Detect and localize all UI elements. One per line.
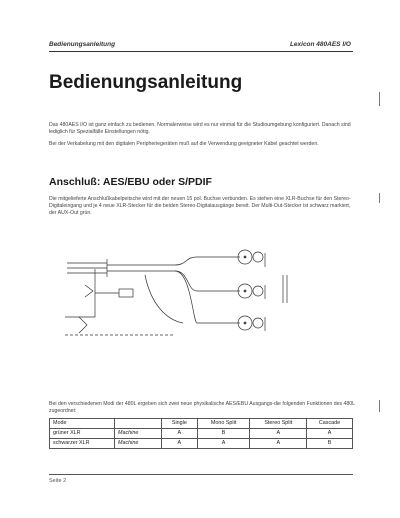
table-cell-stereo-split: A — [250, 429, 307, 439]
table-cell-machine: Machine — [115, 429, 162, 439]
table-header-row — [50, 419, 353, 429]
table-row — [50, 429, 353, 439]
connection-diagram — [55, 245, 310, 357]
table-cell-machine: Machine — [115, 439, 162, 449]
table-intro-paragraph: Bei den verschiedenen Modi der 480L ergeben sich zwei neue physikalische AES/EBU Ausgangs-die folgenden Funktionen des 480L zugeordnet: — [49, 401, 355, 415]
intro-paragraph-1: Das 480AES I/O ist ganz einfach zu bedienen. Normalerweise wird es nur einmal für die Studioumgebung konfiguriert. Danach sind lediglich für Spezialfälle Einstellungen nötig. — [49, 122, 351, 136]
header-rule — [49, 51, 353, 52]
table-cell-output: grüner XLR — [50, 429, 115, 439]
margin-mark-top — [379, 92, 380, 106]
table-header-cascade: Cascade — [307, 419, 353, 429]
page-number: Seite 2 — [49, 478, 67, 484]
mode-table — [49, 418, 353, 449]
table-header-mode: Mode — [50, 419, 115, 429]
table-cell-stereo-split: A — [250, 439, 307, 449]
page-title: Bedienungsanleitung — [49, 72, 243, 93]
header-left-title: Bedienungsanleitung — [49, 41, 116, 48]
footer-rule — [49, 474, 353, 475]
table-cell-mono-split: A — [197, 439, 250, 449]
section-paragraph: Die mitgelieferte Anschlußkabelpeitsche wird mit der neuen 15 pol. Buchse verbunden. Es stehen eine XLR-Buchse für den Stereo-Digitaleingang und je 4 neue XLR-Stecker für die beiden Stereo-Digitalausgänge bereit. Der Multi-Out-Stecker ist schwarz markiert, der AUX-Out grün. — [49, 196, 351, 217]
table-cell-cascade: B — [307, 439, 353, 449]
table-cell-mono-split: B — [197, 429, 250, 439]
table-cell-single: A — [162, 439, 198, 449]
header-right-product: Lexicon 480AES I/O — [289, 41, 351, 48]
margin-mark-middle — [379, 193, 380, 203]
table-row — [50, 439, 353, 449]
table-header-mono-split: Mono Split — [197, 419, 250, 429]
section-heading: Anschluß: AES/EBU oder S/PDIF — [49, 176, 212, 188]
table-cell-output: schwarzer XLR — [50, 439, 115, 449]
table-header-stereo-split: Stereo Split — [250, 419, 307, 429]
intro-paragraph-2: Bei der Verkabelung mit den digitalen Peripheriegeräten muß auf die Verwendung geeigneter Kabel geachtet werden. — [49, 141, 319, 147]
table-header-single: Single — [162, 419, 198, 429]
table-header-blank — [115, 419, 162, 429]
table-cell-single: A — [162, 429, 198, 439]
margin-mark-bottom — [379, 400, 380, 412]
table-cell-cascade: A — [307, 429, 353, 439]
